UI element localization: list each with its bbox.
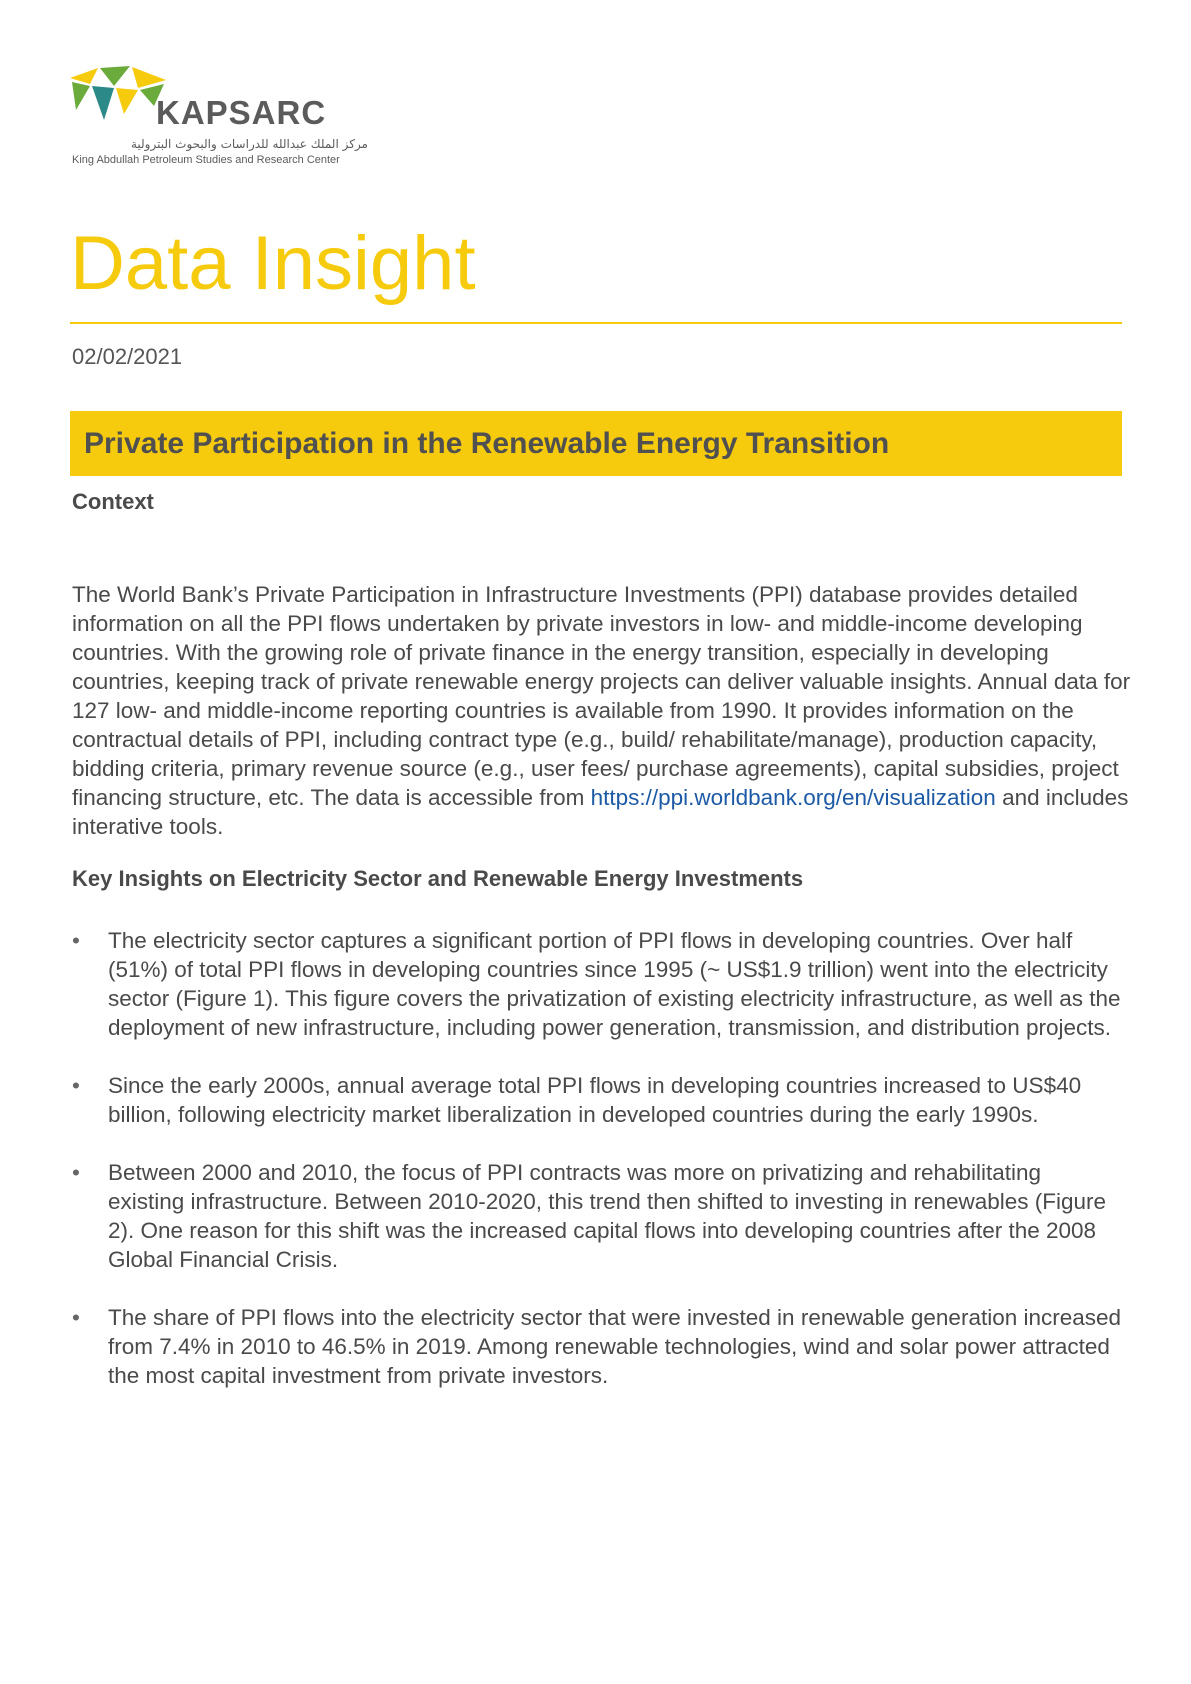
- insight-text: The electricity sector captures a significant portion of PPI flows in developing countries. Over half (51%) of total PPI flows in developing countries since 1995 (~ US$1.9 trillion) went into the electricity sector (Figure 1). This figure covers the privatization of existing electricity infrastructure, as well as the deployment of new infrastructure, including power generation, transmission, and distribution projects.: [108, 928, 1121, 1040]
- insights-heading: Key Insights on Electricity Sector and Renewable Energy Investments: [72, 866, 804, 891]
- context-text-start: The World Bank’s Private Participation in Infrastructure Investments (PPI) database provides detailed information on all the PPI flows undertaken by private investors in low- and middle-income developing countries. With the growing role of private finance in the energy transition, especially in developing countries, keeping track of private renewable energy projects can deliver valuable insights. Annual data for 127 low- and middle-income reporting countries is available from 1990. It provides information on the contractual details of PPI, including contract type (e.g., build/ rehabilitate/manage), production capacity, bidding criteria, primary revenue source (e.g., user fees/ purchase agreements), capital subsidies, project financing structure, etc. The data is accessible from: [72, 582, 1131, 810]
- list-item: [72, 1158, 1122, 1274]
- insights-list: [72, 926, 1122, 1390]
- bullet-icon: •: [72, 1305, 80, 1330]
- context-paragraph: [72, 580, 1132, 841]
- insight-text: The share of PPI flows into the electricity sector that were invested in renewable generation increased from 7.4% in 2010 to 46.5% in 2019. Among renewable technologies, wind and solar power attracted the most capital investment from private investors.: [108, 1305, 1122, 1388]
- insight-text: Between 2000 and 2010, the focus of PPI contracts was more on privatizing and rehabilitating existing infrastructure. Between 2010-2020, this trend then shifted to investing in renewables (Figure 2). One reason for this shift was the increased capital flows into developing countries after the 2008 Global Financial Crisis.: [108, 1160, 1107, 1272]
- insight-text: Since the early 2000s, annual average total PPI flows in developing countries increased to US$40 billion, following electricity market liberalization in developed countries during the early 1990s.: [108, 1073, 1082, 1127]
- logo-arabic-name: مركز الملك عبدالله للدراسات والبحوث البترولية: [130, 137, 368, 151]
- logo-wordmark: KAPSARC: [156, 94, 327, 131]
- bullet-icon: •: [72, 1160, 80, 1185]
- kapsarc-logo: [68, 66, 368, 176]
- ppi-visualization-link[interactable]: https://ppi.worldbank.org/en/visualization: [590, 785, 996, 810]
- context-heading: Context: [72, 489, 154, 514]
- list-item: [72, 1071, 1122, 1129]
- page-title: Private Participation in the Renewable Energy Transition: [84, 426, 890, 460]
- logo-subtitle: King Abdullah Petroleum Studies and Research Center: [72, 154, 340, 166]
- list-item: [72, 1303, 1122, 1390]
- context-text-end: and includes interative tools.: [72, 785, 1129, 839]
- kapsarc-emblem-icon: [68, 66, 168, 126]
- title-banner: [70, 411, 1122, 476]
- header-divider: [70, 322, 1122, 324]
- publication-date: 02/02/2021: [72, 344, 183, 369]
- document-type-heading: Data Insight: [70, 221, 476, 306]
- bullet-icon: •: [72, 928, 80, 953]
- bullet-icon: •: [72, 1073, 80, 1098]
- list-item: [72, 926, 1122, 1042]
